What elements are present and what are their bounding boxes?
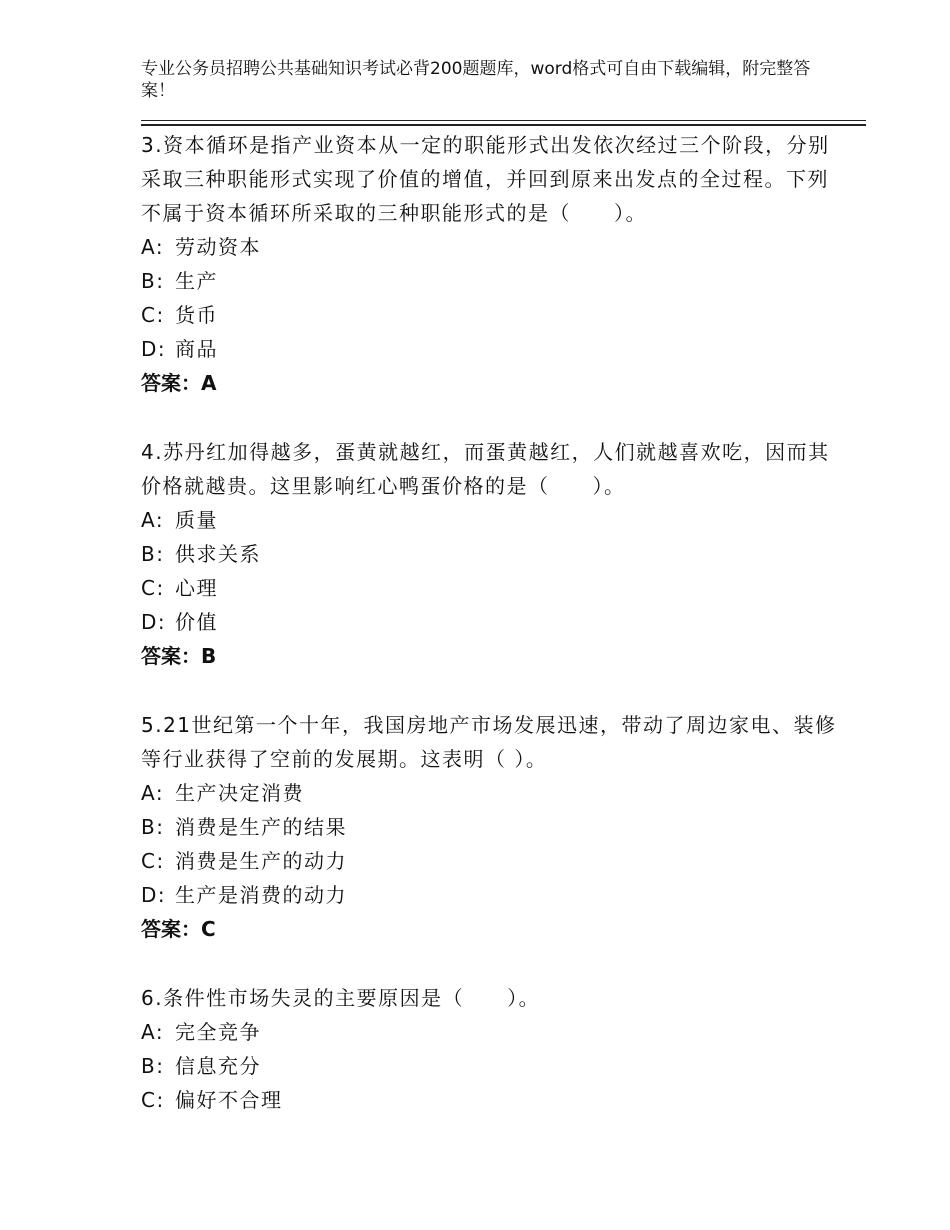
option-b bbox=[141, 537, 841, 571]
option-key: A: bbox=[141, 781, 165, 805]
option-label: 完全竞争 bbox=[175, 1020, 261, 1044]
option-key: B: bbox=[141, 542, 165, 566]
option-label: 生产是消费的动力 bbox=[175, 883, 347, 907]
option-b bbox=[141, 810, 841, 844]
question-text: 5.21世纪第一个十年，我国房地产市场发展迅速，带动了周边家电、装修等行业获得了空前的发展期。这表明（ ）。 bbox=[141, 713, 837, 771]
option-key: B: bbox=[141, 269, 165, 293]
question-text: 4.苏丹红加得越多，蛋黄就越红，而蛋黄越红，人们就越喜欢吃，因而其价格就越贵。这里影响红心鸭蛋价格的是（ ）。 bbox=[141, 440, 830, 498]
option-label: 消费是生产的结果 bbox=[175, 815, 347, 839]
document-header: 专业公务员招聘公共基础知识考试必背200题题库，word格式可自由下载编辑，附完整答案！ bbox=[141, 59, 811, 101]
option-key: C: bbox=[141, 576, 165, 600]
question-text: 6.条件性市场失灵的主要原因是（ ）。 bbox=[141, 986, 541, 1010]
option-key: A: bbox=[141, 235, 165, 259]
option-key: D: bbox=[141, 337, 167, 361]
option-label: 供求关系 bbox=[175, 542, 261, 566]
option-a bbox=[141, 1015, 841, 1049]
option-c bbox=[141, 1083, 841, 1117]
option-label: 生产 bbox=[175, 269, 218, 293]
header-rule-thick bbox=[141, 124, 866, 126]
option-b bbox=[141, 1049, 841, 1083]
option-key: B: bbox=[141, 815, 165, 839]
option-a bbox=[141, 503, 841, 537]
option-key: C: bbox=[141, 303, 165, 327]
option-c bbox=[141, 571, 841, 605]
question-text: 3.资本循环是指产业资本从一定的职能形式出发依次经过三个阶段，分别采取三种职能形式实现了价值的增值，并回到原来出发点的全过程。下列不属于资本循环所采取的三种职能形式的是（ ）。 bbox=[141, 133, 830, 225]
option-b bbox=[141, 264, 841, 298]
option-label: 信息充分 bbox=[175, 1054, 261, 1078]
question-6 bbox=[141, 981, 841, 1117]
answer-text: 答案：A bbox=[141, 371, 217, 395]
option-key: C: bbox=[141, 849, 165, 873]
option-label: 心理 bbox=[175, 576, 218, 600]
question-3 bbox=[141, 128, 841, 400]
question-5 bbox=[141, 708, 841, 946]
option-label: 质量 bbox=[175, 508, 218, 532]
option-key: A: bbox=[141, 1020, 165, 1044]
option-label: 货币 bbox=[175, 303, 218, 327]
option-key: C: bbox=[141, 1088, 165, 1112]
option-c bbox=[141, 844, 841, 878]
option-d bbox=[141, 878, 841, 912]
option-a bbox=[141, 230, 841, 264]
option-d bbox=[141, 605, 841, 639]
header-rule-thin bbox=[141, 120, 866, 121]
option-c bbox=[141, 298, 841, 332]
option-label: 偏好不合理 bbox=[175, 1088, 283, 1112]
option-label: 消费是生产的动力 bbox=[175, 849, 347, 873]
option-key: D: bbox=[141, 883, 167, 907]
option-key: D: bbox=[141, 610, 167, 634]
question-4 bbox=[141, 435, 841, 673]
option-label: 价值 bbox=[175, 610, 218, 634]
question-list bbox=[141, 128, 841, 1152]
answer-text: 答案：C bbox=[141, 917, 216, 941]
option-label: 劳动资本 bbox=[175, 235, 261, 259]
option-d bbox=[141, 332, 841, 366]
option-key: A: bbox=[141, 508, 165, 532]
option-a bbox=[141, 776, 841, 810]
option-key: B: bbox=[141, 1054, 165, 1078]
option-label: 生产决定消费 bbox=[175, 781, 304, 805]
answer-text: 答案：B bbox=[141, 644, 217, 668]
option-label: 商品 bbox=[175, 337, 218, 361]
